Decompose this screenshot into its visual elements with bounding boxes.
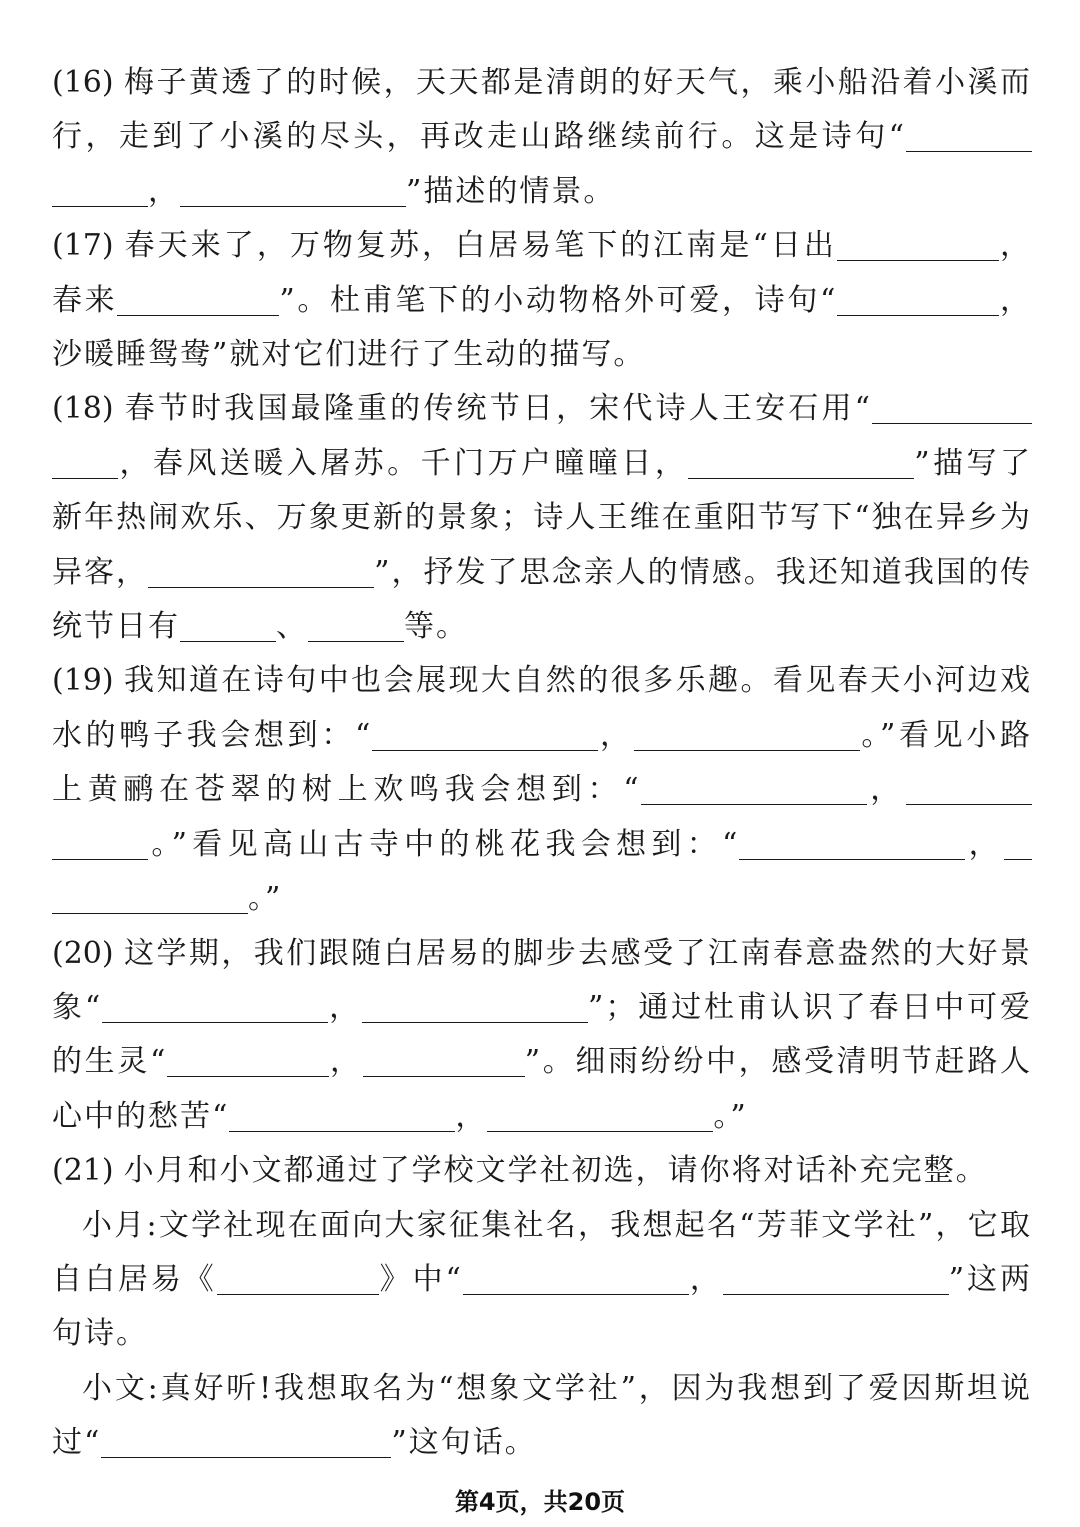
worksheet-page [52, 56, 1032, 1471]
answer-blank[interactable] [180, 607, 276, 642]
page-footer: 第4页，共20页 [454, 1488, 626, 1516]
answer-blank[interactable] [487, 1097, 713, 1132]
question-text: 等。 [404, 609, 468, 645]
answer-blank[interactable] [229, 1097, 455, 1132]
answer-blank[interactable] [634, 716, 860, 751]
question-text: ， [328, 989, 363, 1025]
answer-blank[interactable] [363, 1042, 525, 1077]
dialogue-text: ， [688, 1261, 723, 1297]
answer-blank[interactable] [837, 281, 999, 316]
answer-blank[interactable] [463, 1260, 689, 1295]
answer-blank[interactable] [102, 988, 328, 1023]
answer-blank[interactable] [167, 1042, 329, 1077]
question-text: 这学期，我们跟随白居易的脚步去感受了江南春意盎然的大好景象“ [52, 935, 1032, 1025]
dialogue-text: 小月:文学社现在面向大家征集社名，我想起名“芳菲文学社”，它取自白居易《 [52, 1207, 1032, 1297]
question-text: 梅子黄透了的时候，天天都是清朗的好天气，乘小船沿着小溪而行，走到了小溪的尽头，再改走山路继续前行。这是诗句“ [52, 65, 1032, 155]
answer-blank[interactable] [117, 281, 279, 316]
question-number: (20) [52, 935, 114, 971]
question-text: 我知道在诗句中也会展现大自然的很多乐趣。看见春天小河边戏水的鸭子我会想到：“ [52, 663, 1032, 753]
question-17 [52, 219, 1032, 382]
question-text: 小月和小文都通过了学校文学社初选，请你将对话补充完整。 [123, 1153, 988, 1189]
answer-blank[interactable] [739, 825, 965, 860]
question-number: (21) [52, 1153, 114, 1189]
question-text: 、 [276, 609, 308, 645]
question-text: 。” [713, 1098, 748, 1134]
answer-blank[interactable] [906, 770, 1032, 805]
question-text: ”。杜甫笔下的小动物格外可爱，诗句“ [279, 282, 838, 318]
dialogue-xiaowen [52, 1362, 1032, 1471]
dialogue-text: ”这两句诗。 [52, 1261, 1033, 1352]
question-text: 。” [248, 881, 283, 917]
question-text: ， [148, 173, 180, 209]
answer-blank[interactable] [723, 1260, 949, 1295]
answer-blank[interactable] [52, 879, 248, 914]
question-18 [52, 382, 1032, 654]
question-number: (17) [52, 228, 114, 264]
question-text: 。”看见小路上黄鹂在苍翠的树上欢鸣我会想到：“ [52, 717, 1033, 808]
question-text: ”。细雨纷纷中，感受清明节赶路人心中的愁苦“ [52, 1044, 1033, 1134]
answer-blank[interactable] [837, 226, 999, 261]
answer-blank[interactable] [101, 1423, 391, 1458]
question-16 [52, 56, 1032, 219]
answer-blank[interactable] [906, 117, 1032, 152]
question-21 [52, 1144, 1032, 1198]
question-text: ”；通过杜甫认识了春日中可爱的生灵“ [52, 989, 1033, 1080]
answer-blank[interactable] [872, 389, 1032, 424]
question-number: (18) [52, 391, 114, 427]
dialogue-xiaoyue [52, 1199, 1032, 1362]
answer-blank[interactable] [52, 825, 148, 860]
dialogue-text: 小文:真好听!我想取名为“想象文学社”，因为我想到了爱因斯坦说过“ [52, 1370, 1032, 1461]
question-text: ，春风送暖入屠苏。千门万户曈曈日， [118, 445, 689, 481]
question-text: ， [455, 1098, 488, 1134]
question-text: ， [965, 826, 1004, 862]
answer-blank[interactable] [217, 1260, 379, 1295]
question-20 [52, 927, 1032, 1145]
answer-blank[interactable] [372, 716, 598, 751]
question-text: ，春来 [52, 228, 1032, 318]
question-number: (19) [52, 663, 114, 699]
answer-blank[interactable] [180, 172, 406, 207]
dialogue-text: 》中“ [378, 1261, 463, 1297]
answer-blank[interactable] [1004, 825, 1032, 860]
question-text: ， [598, 717, 634, 753]
dialogue-text: ”这句话。 [391, 1425, 537, 1461]
answer-blank[interactable] [688, 444, 914, 479]
question-text: 春天来了，万物复苏，白居易笔下的江南是“日出 [123, 228, 837, 264]
answer-blank[interactable] [308, 607, 404, 642]
question-text: ， [866, 772, 906, 808]
question-text: ， [329, 1044, 363, 1080]
question-text: ，沙暖睡鸳鸯”就对它们进行了生动的描写。 [52, 282, 1033, 373]
question-text: 春节时我国最隆重的传统节日，宋代诗人王安石用“ [123, 391, 872, 427]
answer-blank[interactable] [641, 770, 867, 805]
answer-blank[interactable] [362, 988, 588, 1023]
question-text: 。”看见高山古寺中的桃花我会想到：“ [148, 826, 740, 862]
answer-blank[interactable] [52, 172, 148, 207]
question-text: ”描述的情景。 [406, 173, 616, 209]
question-text: ”描写了新年热闹欢乐、万象更新的景象；诗人王维在重阳节写下“独在异乡为异客， [52, 445, 1032, 590]
question-number: (16) [52, 65, 114, 100]
answer-blank[interactable] [148, 553, 374, 588]
question-text: ”，抒发了思念亲人的情感。我还知道我国的传统节日有 [52, 554, 1033, 645]
question-19 [52, 654, 1032, 926]
answer-blank[interactable] [52, 444, 118, 479]
